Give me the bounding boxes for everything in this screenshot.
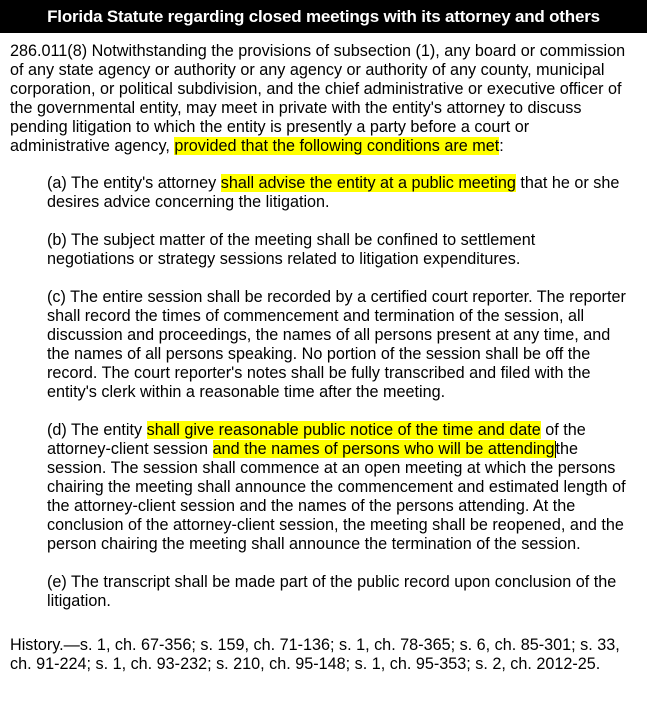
- subsection-d: [47, 421, 626, 554]
- subsection-a: [47, 174, 626, 212]
- intro-end: :: [499, 137, 504, 155]
- title-bar: [0, 0, 647, 33]
- subsection-b-label: (b): [47, 231, 67, 249]
- intro-text: 286.011(8) Notwithstanding the provisions of subsection (1), any board or commission of any state agency or authority or any agency or authority of any county, municipal corporation, or political subdivision, and the chief administrative or executive officer of the governmental entity, may meet in private with the entity's attorney to discuss pending litigation to which the entity is presently a party before a court or administrative agency,: [10, 42, 626, 155]
- subsection-a-pre: The entity's attorney: [66, 174, 221, 192]
- subsection-a-label: (a): [47, 174, 67, 192]
- subsection-d-label: (d): [47, 421, 67, 439]
- subsection-d-pre: The entity: [66, 421, 147, 439]
- subsection-c-text: The entire session shall be recorded by a certified court reporter. The reporter shall record the times of commencement and termination of the session, all discussion and proceedings, the names of all persons present at any time, and the names of all persons speaking. No portion of the session shall be off the record. The court reporter's notes shall be fully transcribed and filed with the entity's clerk within a reasonable time after the meeting.: [47, 288, 626, 401]
- intro-paragraph: [10, 42, 626, 156]
- subsection-c: [47, 288, 626, 402]
- subsection-e: [47, 573, 626, 611]
- subsection-d-highlight-names: and the names of persons who will be attending: [212, 440, 555, 458]
- subsection-d-highlight-notice: shall give reasonable public notice of the time and date: [146, 421, 541, 439]
- subsection-c-label: (c): [47, 288, 66, 306]
- subsection-a-post: that he or she desires advice concerning the litigation.: [47, 174, 620, 211]
- subsection-a-highlight: shall advise the entity at a public meeting: [220, 174, 516, 192]
- subsection-d-post: the session. The session shall commence at an open meeting at which the persons chairing the meeting shall announce the commencement and estimated length of the attorney-client session and the names of the persons attending. At the conclusion of the attorney-client session, the meeting shall be reopened, and the person chairing the meeting shall announce the termination of the session.: [47, 440, 626, 553]
- page-title: Florida Statute regarding closed meetings with its attorney and others: [47, 6, 600, 26]
- intro-highlight: provided that the following conditions are met: [174, 137, 500, 155]
- subsection-b: [47, 231, 626, 269]
- subsection-e-text: The transcript shall be made part of the public record upon conclusion of the litigation.: [47, 573, 617, 610]
- statute-body: [10, 42, 626, 674]
- subsection-d-mid: of the attorney-client session: [47, 421, 586, 458]
- history-note: History.—s. 1, ch. 67-356; s. 159, ch. 71-136; s. 1, ch. 78-365; s. 6, ch. 85-301; s. 33, ch. 91-224; s. 1, ch. 93-232; s. 210, ch. 95-148; s. 1, ch. 95-353; s. 2, ch. 2012-25.: [10, 636, 620, 673]
- subsection-e-label: (e): [47, 573, 67, 591]
- subsection-b-text: The subject matter of the meeting shall be confined to settlement negotiations or strategy sessions related to litigation expenditures.: [47, 231, 536, 268]
